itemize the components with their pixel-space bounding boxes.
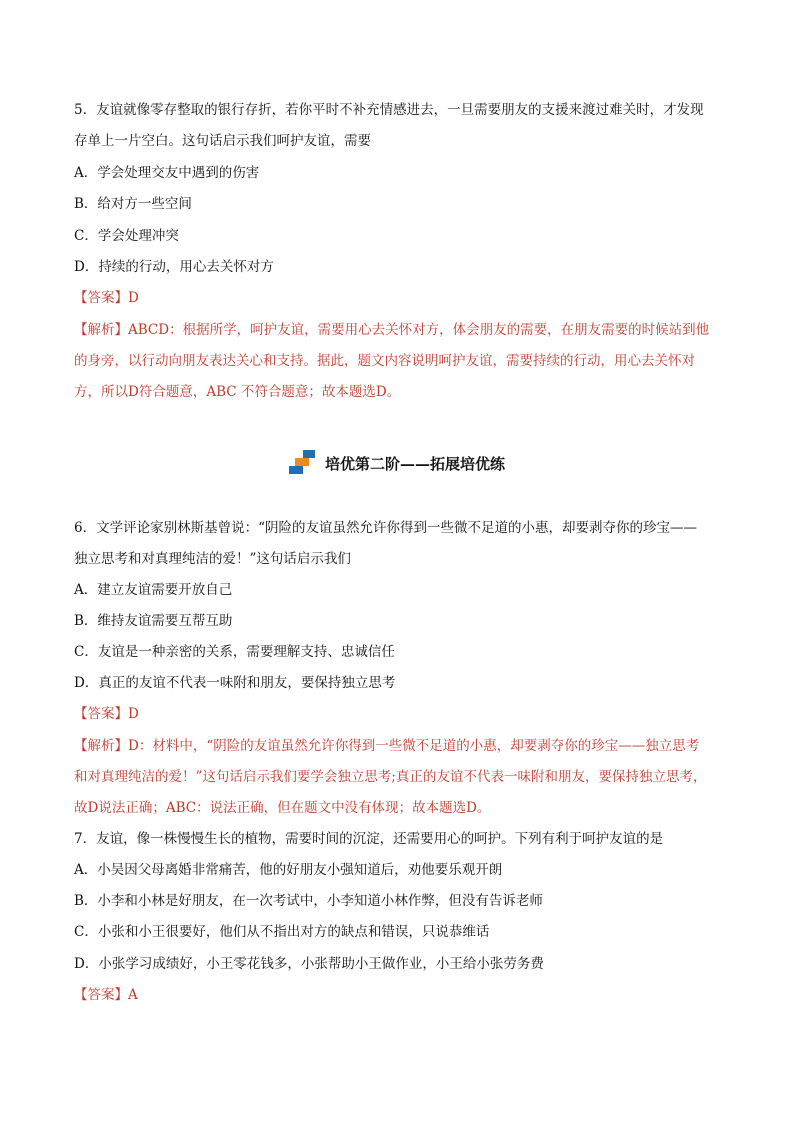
q5-option-a: A．学会处理交友中遇到的伤害 bbox=[74, 165, 260, 181]
q6-option-d: D．真正的友谊不代表一味附和朋友，要保持独立思考 bbox=[74, 675, 396, 691]
q5-analysis-text1: ABCD：根据所学，呵护友谊，需要用心去关怀对方，体会朋友的需要，在朋友需要的时候站到他 bbox=[128, 322, 710, 338]
q5-analysis-line2: 的身旁，以行动向朋友表达关心和支持。据此，题文内容说明呵护友谊，需要持续的行动，用心去关怀对 bbox=[74, 353, 695, 369]
q7-answer-value: A bbox=[128, 987, 138, 1003]
q5-analysis-line1 bbox=[74, 321, 734, 339]
q6-analysis-line1 bbox=[74, 737, 734, 755]
q6-analysis-line3: 故D说法正确；ABC：说法正确，但在题文中没有体现；故本题选D。 bbox=[74, 800, 491, 816]
q7-answer-tag: 【答案】 bbox=[74, 987, 128, 1003]
stair-logo-icon bbox=[289, 450, 317, 476]
q6-option-b: B．维持友谊需要互帮互助 bbox=[74, 613, 233, 629]
q6-stem-line1: 6．文学评论家别林斯基曾说：“阴险的友谊虽然允许你得到一些微不足道的小惠，却要剥夺你的珍宝—— bbox=[74, 520, 697, 536]
q7-option-a: A．小吴因父母离婚非常痛苦，他的好朋友小强知道后，劝他要乐观开朗 bbox=[74, 862, 503, 878]
q6-answer-tag: 【答案】 bbox=[74, 706, 128, 722]
q5-analysis-line3: 方，所以D符合题意，ABC 不符合题意；故本题选D。 bbox=[74, 384, 401, 400]
section-title: 培优第二阶——拓展培优练 bbox=[324, 454, 505, 473]
q5-stem-line2: 存单上一片空白。这句话启示我们呵护友谊，需要 bbox=[74, 133, 371, 149]
q5-option-d: D．持续的行动，用心去关怀对方 bbox=[74, 259, 274, 275]
q5-answer bbox=[74, 289, 734, 307]
q6-analysis-line2: 和对真理纯洁的爱！”这句话启示我们要学会独立思考;真正的友谊不代表一味附和朋友，要保持独立思考， bbox=[74, 769, 707, 785]
q5-answer-tag: 【答案】 bbox=[74, 290, 128, 306]
q6-answer-value: D bbox=[128, 706, 139, 722]
q6-analysis-tag: 【解析】 bbox=[74, 738, 128, 754]
q7-option-c: C．小张和小王很要好，他们从不指出对方的缺点和错误，只说恭维话 bbox=[74, 924, 490, 940]
q6-answer bbox=[74, 705, 734, 723]
q5-option-c: C．学会处理冲突 bbox=[74, 228, 179, 244]
q5-analysis-tag: 【解析】 bbox=[74, 322, 128, 338]
q5-option-b: B．给对方一些空间 bbox=[74, 196, 192, 212]
q6-option-a: A．建立友谊需要开放自己 bbox=[74, 582, 233, 598]
q7-option-b: B．小李和小林是好朋友，在一次考试中，小李知道小林作弊，但没有告诉老师 bbox=[74, 893, 543, 909]
q7-answer bbox=[74, 986, 734, 1004]
q6-stem-line2: 独立思考和对真理纯洁的爱！”这句话启示我们 bbox=[74, 551, 351, 567]
q7-stem-line1: 7．友谊，像一株慢慢生长的植物，需要时间的沉淀，还需要用心的呵护。下列有利于呵护友谊的是 bbox=[74, 831, 664, 847]
q6-analysis-text1: D：材料中，“阴险的友谊虽然允许你得到一些微不足道的小惠，却要剥夺你的珍宝——独立思考 bbox=[128, 738, 700, 754]
section-header bbox=[0, 448, 794, 478]
q5-stem-line1: 5．友谊就像零存整取的银行存折，若你平时不补充情感进去，一旦需要朋友的支援来渡过难关时，才发现 bbox=[74, 102, 704, 118]
q5-answer-value: D bbox=[128, 290, 139, 306]
q7-option-d: D．小张学习成绩好，小王零花钱多，小张帮助小王做作业，小王给小张劳务费 bbox=[74, 956, 544, 972]
q6-option-c: C．友谊是一种亲密的关系，需要理解支持、忠诚信任 bbox=[74, 644, 395, 660]
